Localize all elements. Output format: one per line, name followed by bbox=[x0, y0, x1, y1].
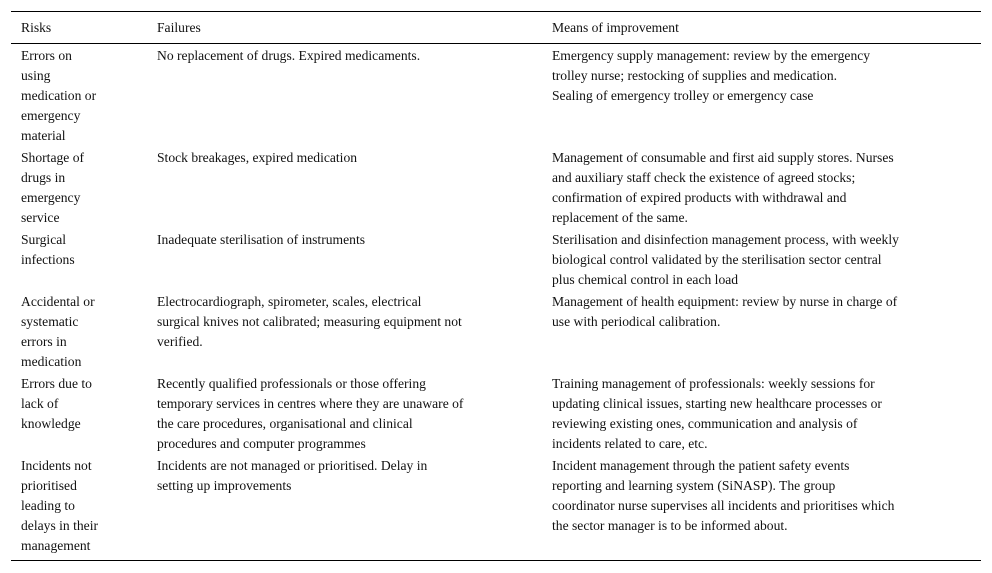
risk-cell: Errors on using medication or emergency material bbox=[21, 48, 97, 143]
failure-cell: Recently qualified professionals or those offering temporary services in centres where they are unaware of the care procedures, organisational and clinical procedures and computer programmes bbox=[157, 376, 464, 451]
table-row bbox=[11, 290, 981, 372]
header-risks: Risks bbox=[21, 19, 52, 35]
improvement-cell: Incident management through the patient safety events reporting and learning system (SiNASP). The group coordinator nurse supervises all incidents and prioritises which the sector manager is to be informed about. bbox=[552, 458, 895, 533]
failure-cell: Inadequate sterilisation of instruments bbox=[157, 232, 366, 247]
risk-table bbox=[11, 11, 981, 561]
header-means-of-improvement: Means of improvement bbox=[552, 19, 679, 35]
failure-cell: No replacement of drugs. Expired medicaments. bbox=[157, 48, 421, 63]
failure-cell: Electrocardiograph, spirometer, scales, electrical surgical knives not calibrated; measuring equipment not verified. bbox=[157, 294, 462, 349]
risk-cell: Errors due to lack of knowledge bbox=[21, 376, 92, 431]
failure-cell: Stock breakages, expired medication bbox=[157, 150, 358, 165]
improvement-cell: Sterilisation and disinfection management process, with weekly biological control validated by the sterilisation sector central plus chemical control in each load bbox=[552, 232, 899, 287]
risk-cell: Accidental or systematic errors in medication bbox=[21, 294, 95, 369]
improvement-cell: Emergency supply management: review by the emergency trolley nurse; restocking of supplies and medication. Sealing of emergency trolley or emergency case bbox=[552, 48, 871, 103]
risk-cell: Shortage of drugs in emergency service bbox=[21, 150, 85, 225]
risk-cell: Surgical infections bbox=[21, 232, 75, 267]
risk-cell: Incidents not prioritised leading to delays in their management bbox=[21, 458, 99, 553]
table-row bbox=[11, 454, 981, 560]
header-failures: Failures bbox=[157, 19, 201, 35]
table-header bbox=[11, 12, 981, 44]
table-row bbox=[11, 228, 981, 290]
improvement-cell: Management of health equipment: review by nurse in charge of use with periodical calibration. bbox=[552, 294, 898, 329]
improvement-cell: Training management of professionals: weekly sessions for updating clinical issues, starting new healthcare processes or reviewing existing ones, communication and analysis of incidents related to care, etc. bbox=[552, 376, 882, 451]
failure-cell: Incidents are not managed or prioritised. Delay in setting up improvements bbox=[157, 458, 428, 493]
table-row bbox=[11, 372, 981, 454]
table-row bbox=[11, 44, 981, 146]
improvement-cell: Management of consumable and first aid supply stores. Nurses and auxiliary staff check the existence of agreed stocks; confirmation of expired products with withdrawal and replacement of the same. bbox=[552, 150, 894, 225]
table-row bbox=[11, 146, 981, 228]
